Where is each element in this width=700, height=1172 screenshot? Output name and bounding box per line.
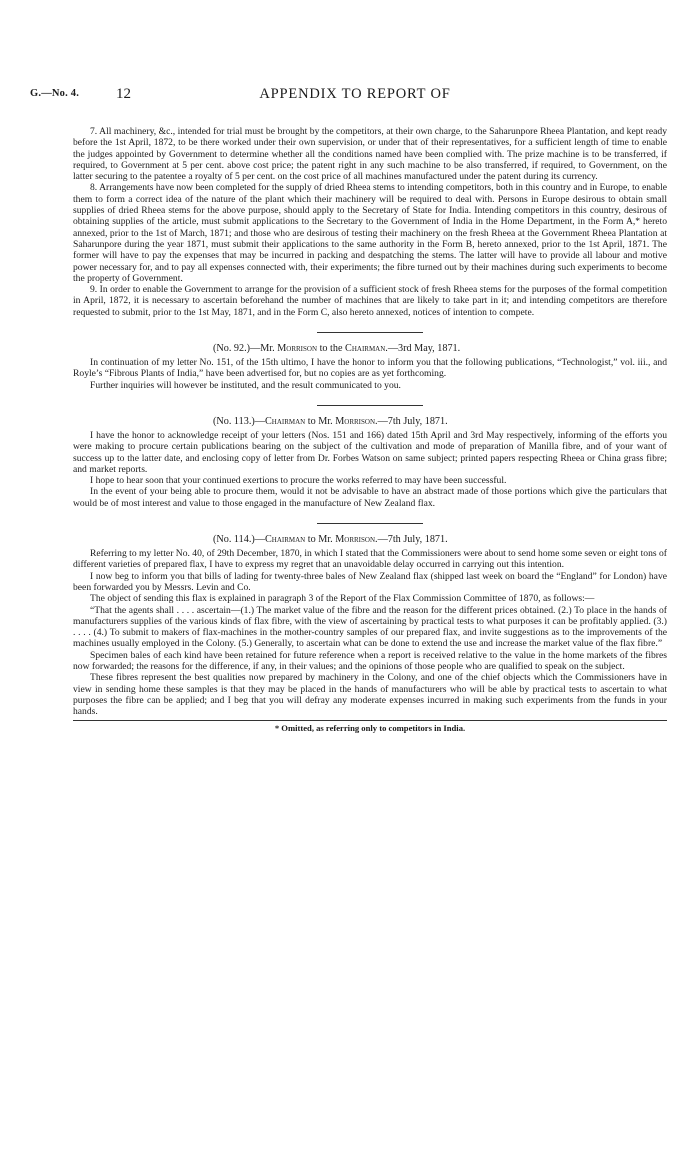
document-code: G.—No. 4. xyxy=(30,88,80,99)
page-body xyxy=(73,126,667,733)
section-divider xyxy=(317,523,423,524)
letter-92-paragraph: Further inquiries will however be instituted, and the result communicated to you. xyxy=(90,379,401,391)
page-title: APPENDIX TO REPORT OF xyxy=(259,86,451,102)
letter-113-paragraph: In the event of your being able to procure them, would it not be advisable to have an abstract made of those portions which give the particulars that would be of most interest and value to those engaged in the manufacture of New Zealand flax. xyxy=(73,486,667,509)
section-divider xyxy=(317,332,423,333)
letter-92-heading: (No. 92.)—Mr. Morrison to the Chairman.—3rd May, 1871. xyxy=(213,343,461,355)
letter-114-heading: (No. 114.)—Chairman to Mr. Morrison.—7th July, 1871. xyxy=(213,534,448,546)
letter-114-paragraph: The object of sending this flax is explained in paragraph 3 of the Report of the Flax Commission Committee of 1870, as follows:— xyxy=(90,593,595,605)
letter-113-paragraph: I have the honor to acknowledge receipt of your letters (Nos. 151 and 166) dated 15th April and 3rd May respectively, informing of the efforts you were making to procure certain publications bearing on the subject of the cultivation and mode of preparation of Manilla fibre, and of your want of success up to the latter date, and enclosing copy of letter from Dr. Forbes Watson on same subject; printed papers respecting Rheea or China grass fibre; and market reports. xyxy=(73,429,667,475)
letter-114-paragraph: Referring to my letter No. 40, of 29th December, 1870, in which I stated that the Commissioners were about to send home some seven or eight tons of different varieties of prepared flax, I have to express my regret that an unavoidable delay occurred in carrying out this intention. xyxy=(73,548,667,571)
letter-114-paragraph: Specimen bales of each kind have been retained for future reference when a report is received relative to the value in the home markets of the fibres now forwarded; the reasons for the difference, if any, in their values; and the opinions of those people who are qualified to speak on the subject. xyxy=(73,649,667,672)
letter-114-paragraph: These fibres represent the best qualities now prepared by machinery in the Colony, and one of the chief objects which the Commissioners have in view in sending home these samples is that they may be placed in the hands of manufacturers who will be able by practical tests to ascertain to what purposes the fibre can be applied; and I beg that you will defray any moderate expenses incurred in making such experiments from the funds in your hands. xyxy=(73,672,667,718)
section-divider xyxy=(317,405,423,406)
letter-92-paragraph: In continuation of my letter No. 151, of the 15th ultimo, I have the honor to inform you that the following publications, “Technologist,” vol. iii., and Royle’s “Fibrous Plants of India,” have been advertised for, but no copies are as yet forthcoming. xyxy=(73,357,667,380)
letter-113-paragraph: I hope to hear soon that your continued exertions to procure the works referred to may have been successful. xyxy=(90,475,507,487)
footnote-rule xyxy=(73,720,667,721)
footnote: * Omitted, as referring only to competitors in India. xyxy=(274,723,466,734)
paragraph-8: 8. Arrangements have now been completed for the supply of dried Rheea stems to intending competitors, both in this country and in Europe, to enable them to form a correct idea of the nature of the plant which their machinery will be required to deal with. Persons in Europe desirous to obtain small supplies of dried Rheea stems for the above purpose, should apply to the Secretary of State for India. Intending competitors in this country, desirous of obtaining supplies of the article, must submit applications to the Secretary to the Government of India in the Home Department, in the Form A,* hereto annexed, prior to the 1st of March, 1871; and those who are desirous of testing their machinery on the fresh Rheea at the Government Rheea Plantation at Saharunpore during the year 1871, must submit their applications to the same authority in the Form B, hereto annexed, prior to the 1st April, 1871. The former will have to pay the expenses that may be incurred in packing and despatching the stems. The latter will have to provide all labour and motive power necessary for, and to pay all expenses connected with, their experiments; the fibre turned out by their machines during such experiments to become the property of Government. xyxy=(73,182,667,284)
letter-114-paragraph: I now beg to inform you that bills of lading for twenty-three bales of New Zealand flax (shipped last week on board the “England” for London) have been forwarded you by Messrs. Levin and Co. xyxy=(73,570,667,593)
paragraph-9: 9. In order to enable the Government to arrange for the provision of a sufficient stock of fresh Rheea stems for the purposes of the formal competition in April, 1872, it is necessary to ascertain beforehand the number of machines that are likely to take part in it; and intending competitors are therefore requested to submit, prior to the 1st May, 1871, and in the Form C, also hereto annexed, notices of intention to compete. xyxy=(73,284,667,318)
letter-113-heading: (No. 113.)—Chairman to Mr. Morrison.—7th July, 1871. xyxy=(213,415,448,427)
letter-114-quotation: “That the agents shall . . . . ascertain—(1.) The market value of the fibre and the reason for the different prices obtained. (2.) To place in the hands of manufacturers supplies of the various kinds of flax fibre, with the view of ascertaining by practical tests to what purposes it can be profitably applied. (3.) . . . . (4.) To submit to makers of flax-machines in the mother-country samples of our prepared flax, and invite suggestions as to the improvements of the machines usually employed in the Colony. (5.) Generally, to ascertain what can be done to extend the use and increase the market value of the flax fibre.” xyxy=(73,604,667,650)
page-number: 12 xyxy=(116,86,131,102)
running-head xyxy=(30,86,680,104)
paragraph-7: 7. All machinery, &c., intended for trial must be brought by the competitors, at their own charge, to the Saharunpore Rheea Plantation, and kept ready before the 1st April, 1872, to be there worked under their own supervision, or under that of their representatives, for a sufficient length of time to enable the judges appointed by Government to determine whether all the conditions named have been complied with. The prize machine is to be transferred, if required, to Government at 5 per cent. above cost price; the patent right in any such machine to be also transferred, if required, to Government, on the latter securing to the patentee a royalty of 5 per cent. on the cost price of all machines manufactured under the patent during its currency. xyxy=(73,126,667,183)
